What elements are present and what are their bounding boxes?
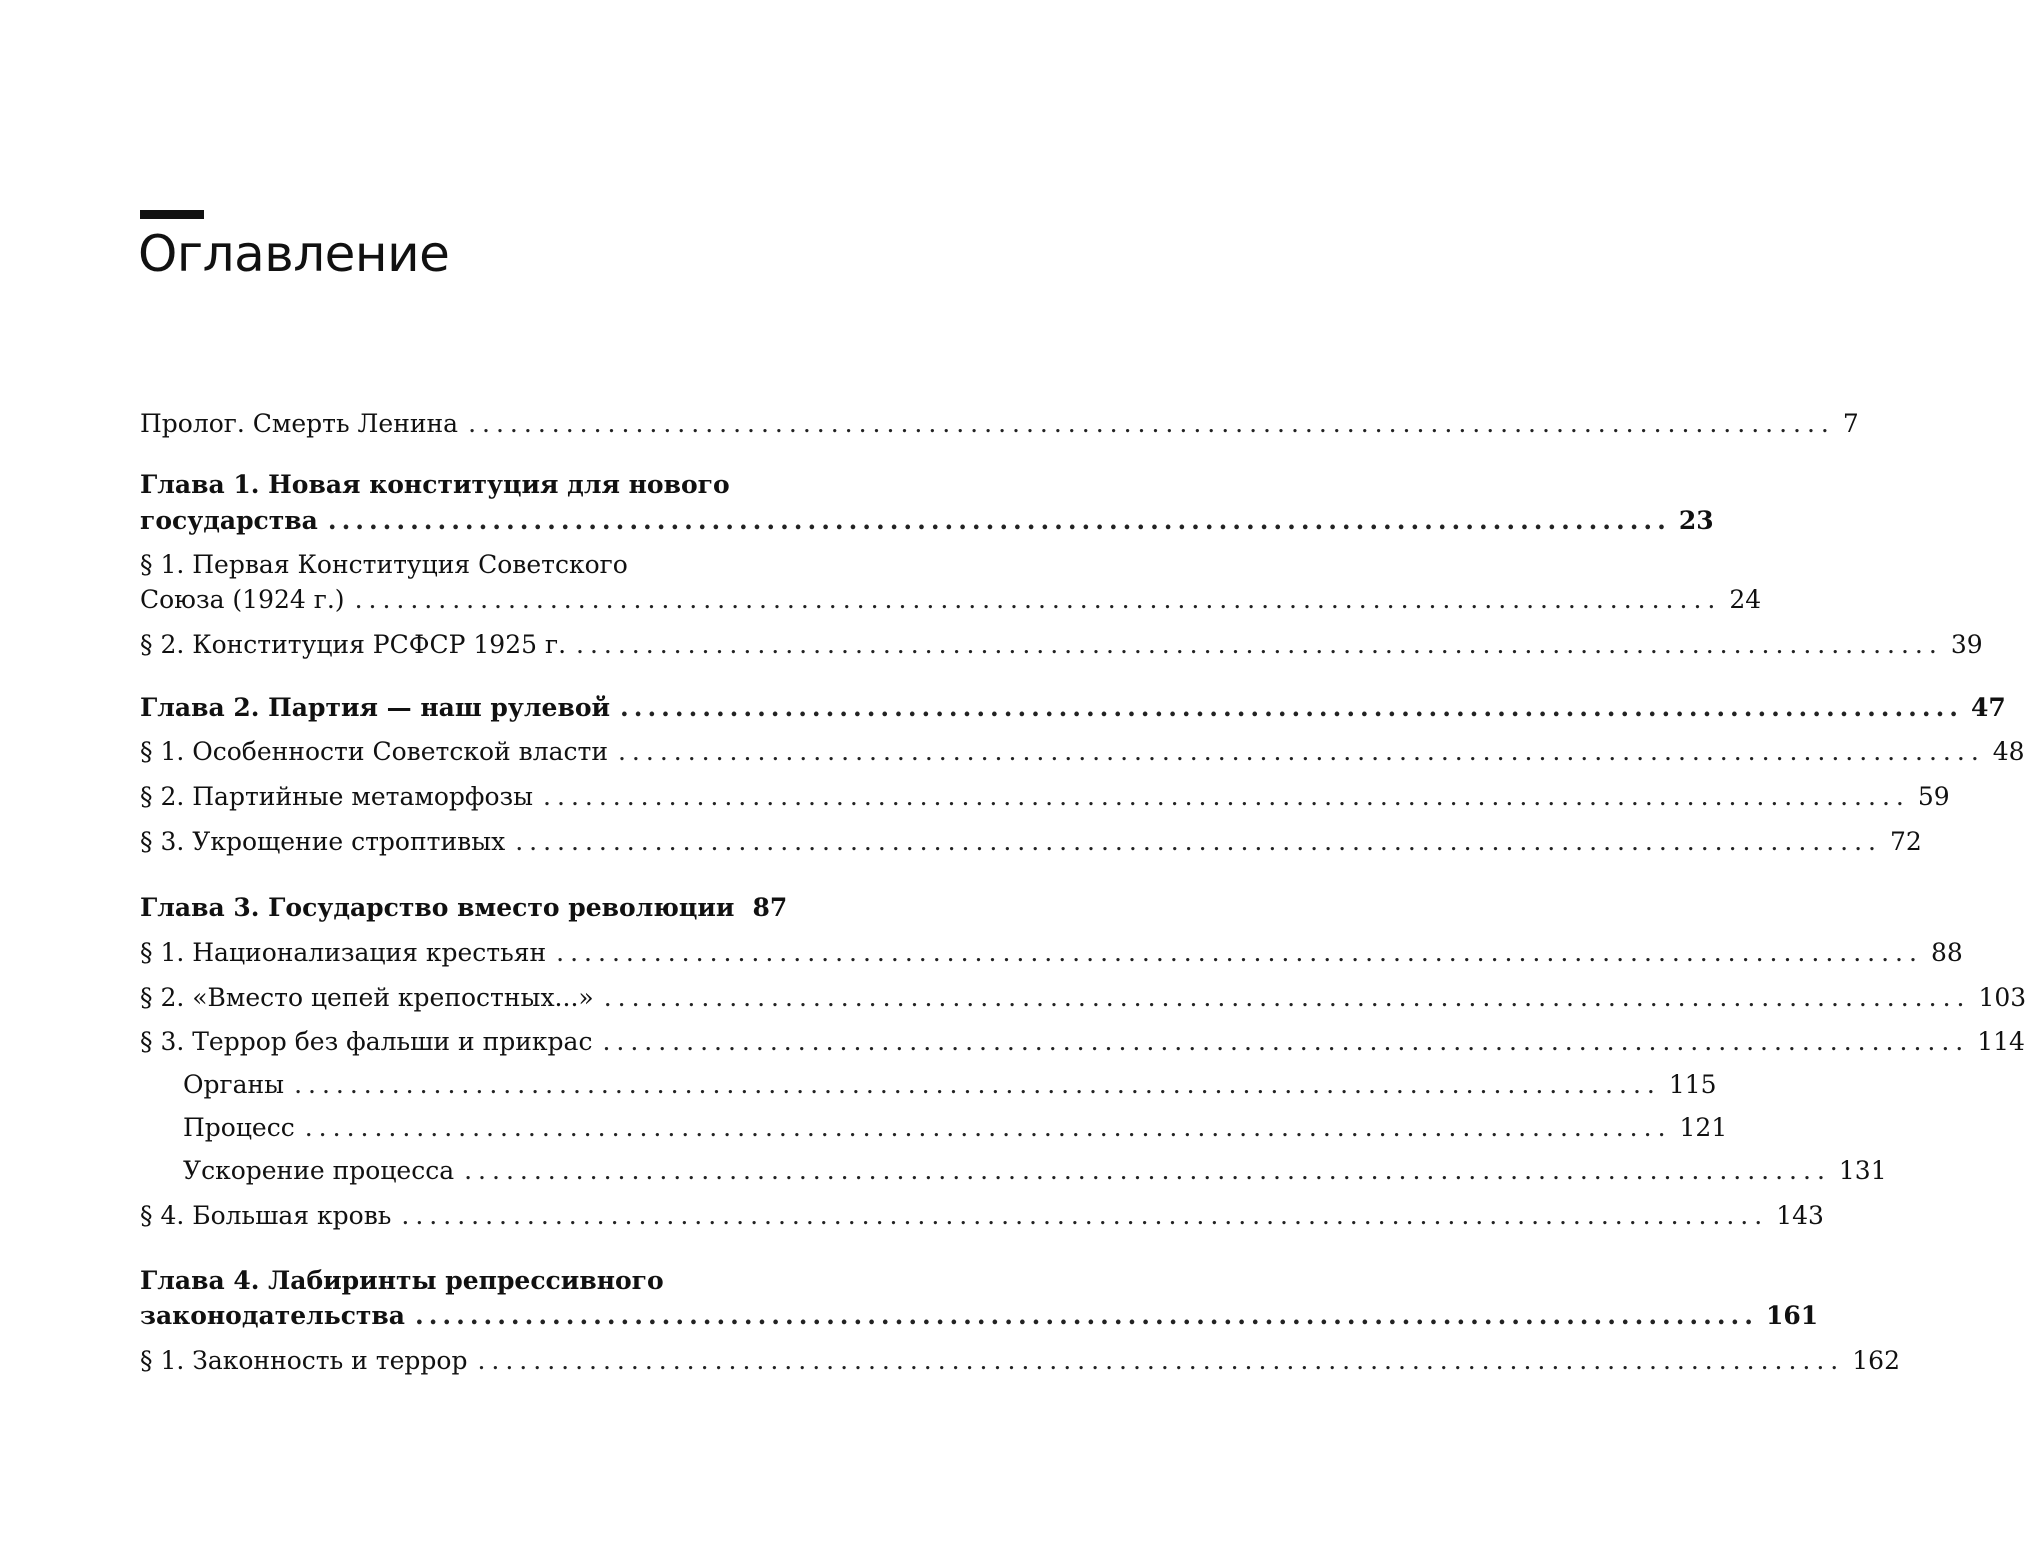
dot-leader: .................................................................................................. — [617, 737, 1985, 766]
toc-chapter-3[interactable] — [140, 890, 788, 926]
toc-page-number: 143 — [1776, 1201, 1824, 1230]
toc-page-number: 88 — [1930, 938, 1963, 967]
dot-leader: .................................................................................................. — [556, 938, 1923, 967]
toc-chapter-2[interactable] — [140, 690, 2006, 726]
dot-leader: .................................................................................................. — [477, 1346, 1845, 1375]
toc-entry-label: Глава 3. Государство вместо революции — [140, 893, 735, 922]
toc-entry-label: Глава 1. Новая конституция для нового — [140, 470, 730, 499]
toc-section-3-1[interactable] — [140, 935, 1963, 971]
toc-entry-label: § 1. Законность и террор — [140, 1346, 468, 1375]
toc-entry-label: § 1. Первая Конституция Советского — [140, 550, 628, 579]
toc-section-4-1[interactable] — [140, 1343, 1900, 1379]
dot-leader: .................................................................................................. — [354, 585, 1722, 614]
dot-leader: .................................................................................................. — [576, 630, 1943, 659]
toc-page-number: 114 — [1977, 1027, 2025, 1056]
toc-entry-label: Органы — [183, 1070, 285, 1099]
toc-section-1-1[interactable] — [140, 582, 1762, 618]
toc-page-number: 121 — [1679, 1113, 1728, 1142]
dot-leader: .................................................................................................. — [327, 506, 1671, 535]
toc-chapter-1-line-1[interactable] — [140, 467, 771, 503]
toc-entry-label: § 1. Национализация крестьян — [140, 938, 547, 967]
dot-leader: .................................................................................................. — [464, 1156, 1831, 1185]
toc-entry-label: Глава 4. Лабиринты репрессивного — [140, 1266, 664, 1295]
toc-page-number: 7 — [1842, 409, 1859, 438]
toc-entry-prologue[interactable] — [140, 406, 1859, 442]
toc-section-2-2[interactable] — [140, 779, 1950, 815]
toc-page-number: 103 — [1978, 983, 2026, 1012]
toc-page-number: 115 — [1668, 1070, 1717, 1099]
toc-chapter-1[interactable] — [140, 503, 1714, 539]
dot-leader: .................................................................................................. — [401, 1201, 1769, 1230]
toc-entry-label: Ускорение процесса — [183, 1156, 455, 1185]
dot-leader: .................................................................................................. — [602, 1027, 1970, 1056]
toc-page-number: 87 — [752, 893, 788, 922]
page-title: Оглавление — [138, 225, 450, 283]
title-rule — [140, 210, 204, 219]
toc-entry-label: Процесс — [183, 1113, 295, 1142]
dot-leader: .................................................................................................. — [415, 1301, 1758, 1330]
toc-section-3-2[interactable] — [140, 980, 2026, 1016]
dot-leader: .................................................................................................. — [543, 782, 1910, 811]
dot-leader: .................................................................................................. — [468, 409, 1835, 438]
toc-subsection-process[interactable] — [183, 1110, 1728, 1146]
toc-section-3-4[interactable] — [140, 1198, 1824, 1234]
toc-chapter-4[interactable] — [140, 1298, 1819, 1334]
toc-page-number: 131 — [1838, 1156, 1887, 1185]
toc-chapter-4-line-1[interactable] — [140, 1263, 771, 1299]
toc-entry-label: § 1. Особенности Советской власти — [140, 737, 608, 766]
toc-page-number: 24 — [1729, 585, 1762, 614]
toc-entry-label: § 3. Террор без фальши и прикрас — [140, 1027, 593, 1056]
dot-leader: .................................................................................................. — [603, 983, 1971, 1012]
toc-section-3-3[interactable] — [140, 1024, 2025, 1060]
toc-page-number: 48 — [1992, 737, 2025, 766]
toc-entry-label: Пролог. Смерть Ленина — [140, 409, 459, 438]
toc-section-2-1[interactable] — [140, 734, 2025, 770]
dot-leader: .................................................................................................. — [304, 1113, 1672, 1142]
dot-leader: .................................................................................................. — [515, 827, 1883, 856]
toc-entry-label: § 2. «Вместо цепей крепостных...» — [140, 983, 594, 1012]
toc-page-number: 59 — [1917, 782, 1950, 811]
toc-subsection-organy[interactable] — [183, 1067, 1717, 1103]
toc-entry-label: § 2. Конституция РСФСР 1925 г. — [140, 630, 567, 659]
toc-section-2-3[interactable] — [140, 824, 1922, 860]
toc-page-number: 47 — [1971, 693, 2006, 722]
toc-page-number: 162 — [1852, 1346, 1900, 1375]
toc-entry-label: § 3. Укрощение строптивых — [140, 827, 506, 856]
toc-entry-label: государства — [140, 506, 318, 535]
toc-entry-label: § 2. Партийные метаморфозы — [140, 782, 534, 811]
dot-leader: .................................................................................................. — [294, 1070, 1661, 1099]
toc-page-number: 23 — [1678, 506, 1714, 535]
dot-leader: .................................................................................................. — [620, 693, 1964, 722]
toc-section-1-2[interactable] — [140, 627, 1983, 663]
toc-entry-label: законодательства — [140, 1301, 405, 1330]
toc-entry-label: § 4. Большая кровь — [140, 1201, 392, 1230]
toc-page-number: 39 — [1950, 630, 1983, 659]
toc-page-number: 72 — [1890, 827, 1922, 856]
toc-section-1-1-line-1[interactable] — [140, 547, 771, 583]
toc-entry-label: Глава 2. Партия — наш рулевой — [140, 693, 611, 722]
toc-entry-label: Союза (1924 г.) — [140, 585, 345, 614]
toc-page-number: 161 — [1765, 1301, 1819, 1330]
toc-subsection-uskorenie[interactable] — [183, 1153, 1887, 1189]
